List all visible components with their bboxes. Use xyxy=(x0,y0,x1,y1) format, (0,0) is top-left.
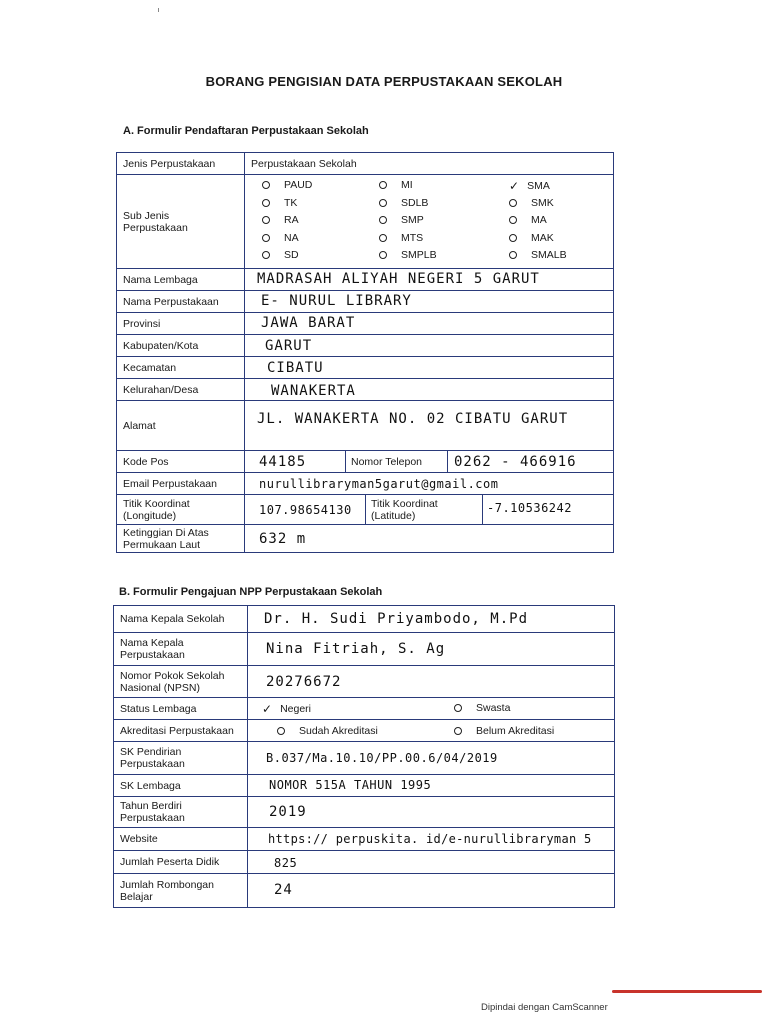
row-rombel xyxy=(114,874,614,907)
section-a-table xyxy=(116,152,614,553)
row-kelurahan xyxy=(117,379,613,401)
jenis-label: Jenis Perpustakaan xyxy=(123,157,216,170)
radio-circle-icon xyxy=(454,704,462,712)
radio-circle-icon xyxy=(509,199,517,207)
sk-pendirian-value: B.037/Ma.10.10/PP.00.6/04/2019 xyxy=(266,751,498,765)
subjenis-option-sdlb[interactable] xyxy=(379,197,428,209)
radio-circle-icon xyxy=(454,727,462,735)
provinsi-label: Provinsi xyxy=(123,317,161,330)
sk-lembaga-value: NOMOR 515A TAHUN 1995 xyxy=(269,778,432,792)
status-label: Status Lembaga xyxy=(120,702,197,715)
subjenis-option-label: MTS xyxy=(401,231,424,244)
subjenis-option-label: RA xyxy=(284,214,299,226)
latitude-label: Titik Koordinat (Latitude) xyxy=(371,497,438,522)
npsn-label: Nomor Pokok Sekolah Nasional (NPSN) xyxy=(120,669,225,694)
radio-circle-icon xyxy=(509,234,517,242)
radio-circle-icon xyxy=(262,234,270,242)
section-b-table xyxy=(113,605,615,908)
page-title: BORANG PENGISIAN DATA PERPUSTAKAAN SEKOLAH xyxy=(205,74,563,89)
row-provinsi xyxy=(117,313,613,335)
longitude-label: Titik Koordinat (Longitude) xyxy=(123,497,190,522)
row-ketinggian xyxy=(117,525,613,552)
row-email xyxy=(117,473,613,495)
kepala-sekolah-label: Nama Kepala Sekolah xyxy=(120,613,225,625)
radio-circle-icon xyxy=(262,216,270,224)
kabupaten-label: Kabupaten/Kota xyxy=(123,339,199,352)
radio-circle-icon xyxy=(379,216,387,224)
akreditasi-sudah-option[interactable]: Sudah Akreditasi xyxy=(277,725,378,737)
email-value: nurullibraryman5garut@gmail.com xyxy=(259,477,499,491)
radio-circle-icon xyxy=(262,251,270,259)
subjenis-option-mts[interactable] xyxy=(379,232,423,244)
telepon-value: 0262 - 466916 xyxy=(454,454,577,470)
longitude-value: 107.98654130 xyxy=(259,503,352,517)
subjenis-option-label: TK xyxy=(284,196,298,209)
rombel-label: Jumlah Rombongan Belajar xyxy=(120,878,214,903)
nama-perpustakaan-label: Nama Perpustakaan xyxy=(123,295,219,308)
row-akreditasi xyxy=(114,720,614,742)
subjenis-option-sd[interactable] xyxy=(262,249,299,261)
nama-lembaga-value: MADRASAH ALIYAH NEGERI 5 GARUT xyxy=(257,271,540,287)
row-npsn xyxy=(114,666,614,698)
tahun-label: Tahun Berdiri Perpustakaan xyxy=(120,800,185,824)
kodepos-label: Kode Pos xyxy=(123,455,169,468)
subjenis-option-smk[interactable] xyxy=(509,197,554,209)
tahun-value: 2019 xyxy=(269,804,307,820)
alamat-label: Alamat xyxy=(123,419,156,432)
row-kepala-sekolah xyxy=(114,606,614,633)
telepon-label: Nomor Telepon xyxy=(351,456,423,468)
subjenis-option-label: SMPLB xyxy=(401,249,437,261)
subjenis-option-label: SD xyxy=(284,249,299,261)
latitude-value: -7.10536242 xyxy=(487,501,572,515)
row-kecamatan xyxy=(117,357,613,379)
row-nama-perpustakaan xyxy=(117,291,613,313)
subjenis-option-label: SMK xyxy=(531,196,554,209)
subjenis-option-label: SMALB xyxy=(531,249,567,261)
subjenis-option-label: MA xyxy=(531,214,547,226)
row-kepala-perpus xyxy=(114,633,614,666)
section-b-heading: B. Formulir Pengajuan NPP Perpustakaan Sekolah xyxy=(119,586,383,598)
radio-circle-icon xyxy=(509,216,517,224)
radio-circle-icon xyxy=(379,181,387,189)
radio-circle-icon xyxy=(262,199,270,207)
subjenis-option-label: MI xyxy=(401,179,413,191)
section-a-heading: A. Formulir Pendaftaran Perpustakaan Sekolah xyxy=(123,125,369,137)
subjenis-option-ra[interactable] xyxy=(262,214,299,226)
scan-speck xyxy=(158,8,159,12)
jenis-value: Perpustakaan Sekolah xyxy=(251,158,357,170)
website-label: Website xyxy=(120,833,158,845)
status-swasta-option[interactable]: Swasta xyxy=(454,702,510,714)
subjenis-option-label: MAK xyxy=(531,231,554,244)
subjenis-option-na[interactable] xyxy=(262,232,299,244)
provinsi-value: JAWA BARAT xyxy=(261,315,356,331)
check-mark-icon: ✓ xyxy=(509,179,520,193)
kabupaten-value: GARUT xyxy=(265,338,313,354)
kodepos-value: 44185 xyxy=(259,454,307,470)
radio-circle-icon xyxy=(509,251,517,259)
subjenis-option-smalb[interactable] xyxy=(509,249,567,261)
sk-lembaga-label: SK Lembaga xyxy=(120,779,181,792)
rombel-value: 24 xyxy=(274,882,293,898)
peserta-label: Jumlah Peserta Didik xyxy=(120,856,220,868)
status-negeri-option[interactable]: ✓ Negeri xyxy=(262,702,311,716)
nama-lembaga-label: Nama Lembaga xyxy=(123,273,198,286)
row-subjenis xyxy=(117,175,613,269)
row-kabupaten xyxy=(117,335,613,357)
radio-circle-icon xyxy=(379,251,387,259)
kepala-perpus-value: Nina Fitriah, S. Ag xyxy=(266,641,446,657)
peserta-value: 825 xyxy=(274,856,298,870)
subjenis-option-label: PAUD xyxy=(284,179,313,191)
ketinggian-label: Ketinggian Di Atas Permukaan Laut xyxy=(123,526,209,551)
kelurahan-value: WANAKERTA xyxy=(271,383,356,399)
row-website xyxy=(114,828,614,851)
alamat-value: JL. WANAKERTA NO. 02 CIBATU GARUT xyxy=(257,411,569,427)
row-peserta xyxy=(114,851,614,874)
website-value: https:// perpuskita. id/e-nurullibraryman 5 xyxy=(268,832,592,846)
akreditasi-label: Akreditasi Perpustakaan xyxy=(120,724,234,737)
radio-circle-icon xyxy=(379,234,387,242)
row-status xyxy=(114,698,614,720)
row-jenis xyxy=(117,153,613,175)
kepala-sekolah-value: Dr. H. Sudi Priyambodo, M.Pd xyxy=(264,611,529,627)
row-nama-lembaga xyxy=(117,269,613,291)
subjenis-option-sma[interactable] xyxy=(509,179,550,193)
sk-pendirian-label: SK Pendirian Perpustakaan xyxy=(120,746,185,770)
scanner-footer: Dipindai dengan CamScanner xyxy=(481,1002,608,1013)
subjenis-option-smplb[interactable] xyxy=(379,249,437,261)
subjenis-option-ma[interactable] xyxy=(509,214,547,226)
radio-circle-icon xyxy=(262,181,270,189)
subjenis-option-label: SDLB xyxy=(401,196,429,209)
npsn-value: 20276672 xyxy=(266,674,342,690)
subjenis-option-label: SMP xyxy=(401,214,424,226)
kecamatan-value: CIBATU xyxy=(267,360,324,376)
akreditasi-belum-option[interactable]: Belum Akreditasi xyxy=(454,725,554,737)
subjenis-option-mi[interactable] xyxy=(379,179,413,191)
row-sk-pendirian xyxy=(114,742,614,775)
row-tahun xyxy=(114,797,614,828)
subjenis-option-mak[interactable] xyxy=(509,232,554,244)
kepala-perpus-label: Nama Kepala Perpustakaan xyxy=(120,637,185,661)
nama-perpustakaan-value: E- NURUL LIBRARY xyxy=(261,293,412,309)
row-alamat xyxy=(117,401,613,451)
subjenis-option-paud[interactable] xyxy=(262,179,312,191)
check-mark-icon: ✓ xyxy=(262,702,273,716)
subjenis-option-label: SMA xyxy=(527,179,550,192)
row-koordinat xyxy=(117,495,613,525)
row-sk-lembaga xyxy=(114,775,614,797)
subjenis-label: Sub Jenis Perpustakaan xyxy=(123,209,188,234)
kelurahan-label: Kelurahan/Desa xyxy=(123,383,199,396)
radio-circle-icon xyxy=(277,727,285,735)
radio-circle-icon xyxy=(379,199,387,207)
subjenis-option-label: NA xyxy=(284,231,299,244)
subjenis-option-smp[interactable] xyxy=(379,214,424,226)
subjenis-option-tk[interactable] xyxy=(262,197,297,209)
scanner-accent-line xyxy=(612,990,762,993)
email-label: Email Perpustakaan xyxy=(123,477,217,490)
kecamatan-label: Kecamatan xyxy=(123,361,177,374)
row-kodepos xyxy=(117,451,613,473)
ketinggian-value: 632 m xyxy=(259,531,307,547)
